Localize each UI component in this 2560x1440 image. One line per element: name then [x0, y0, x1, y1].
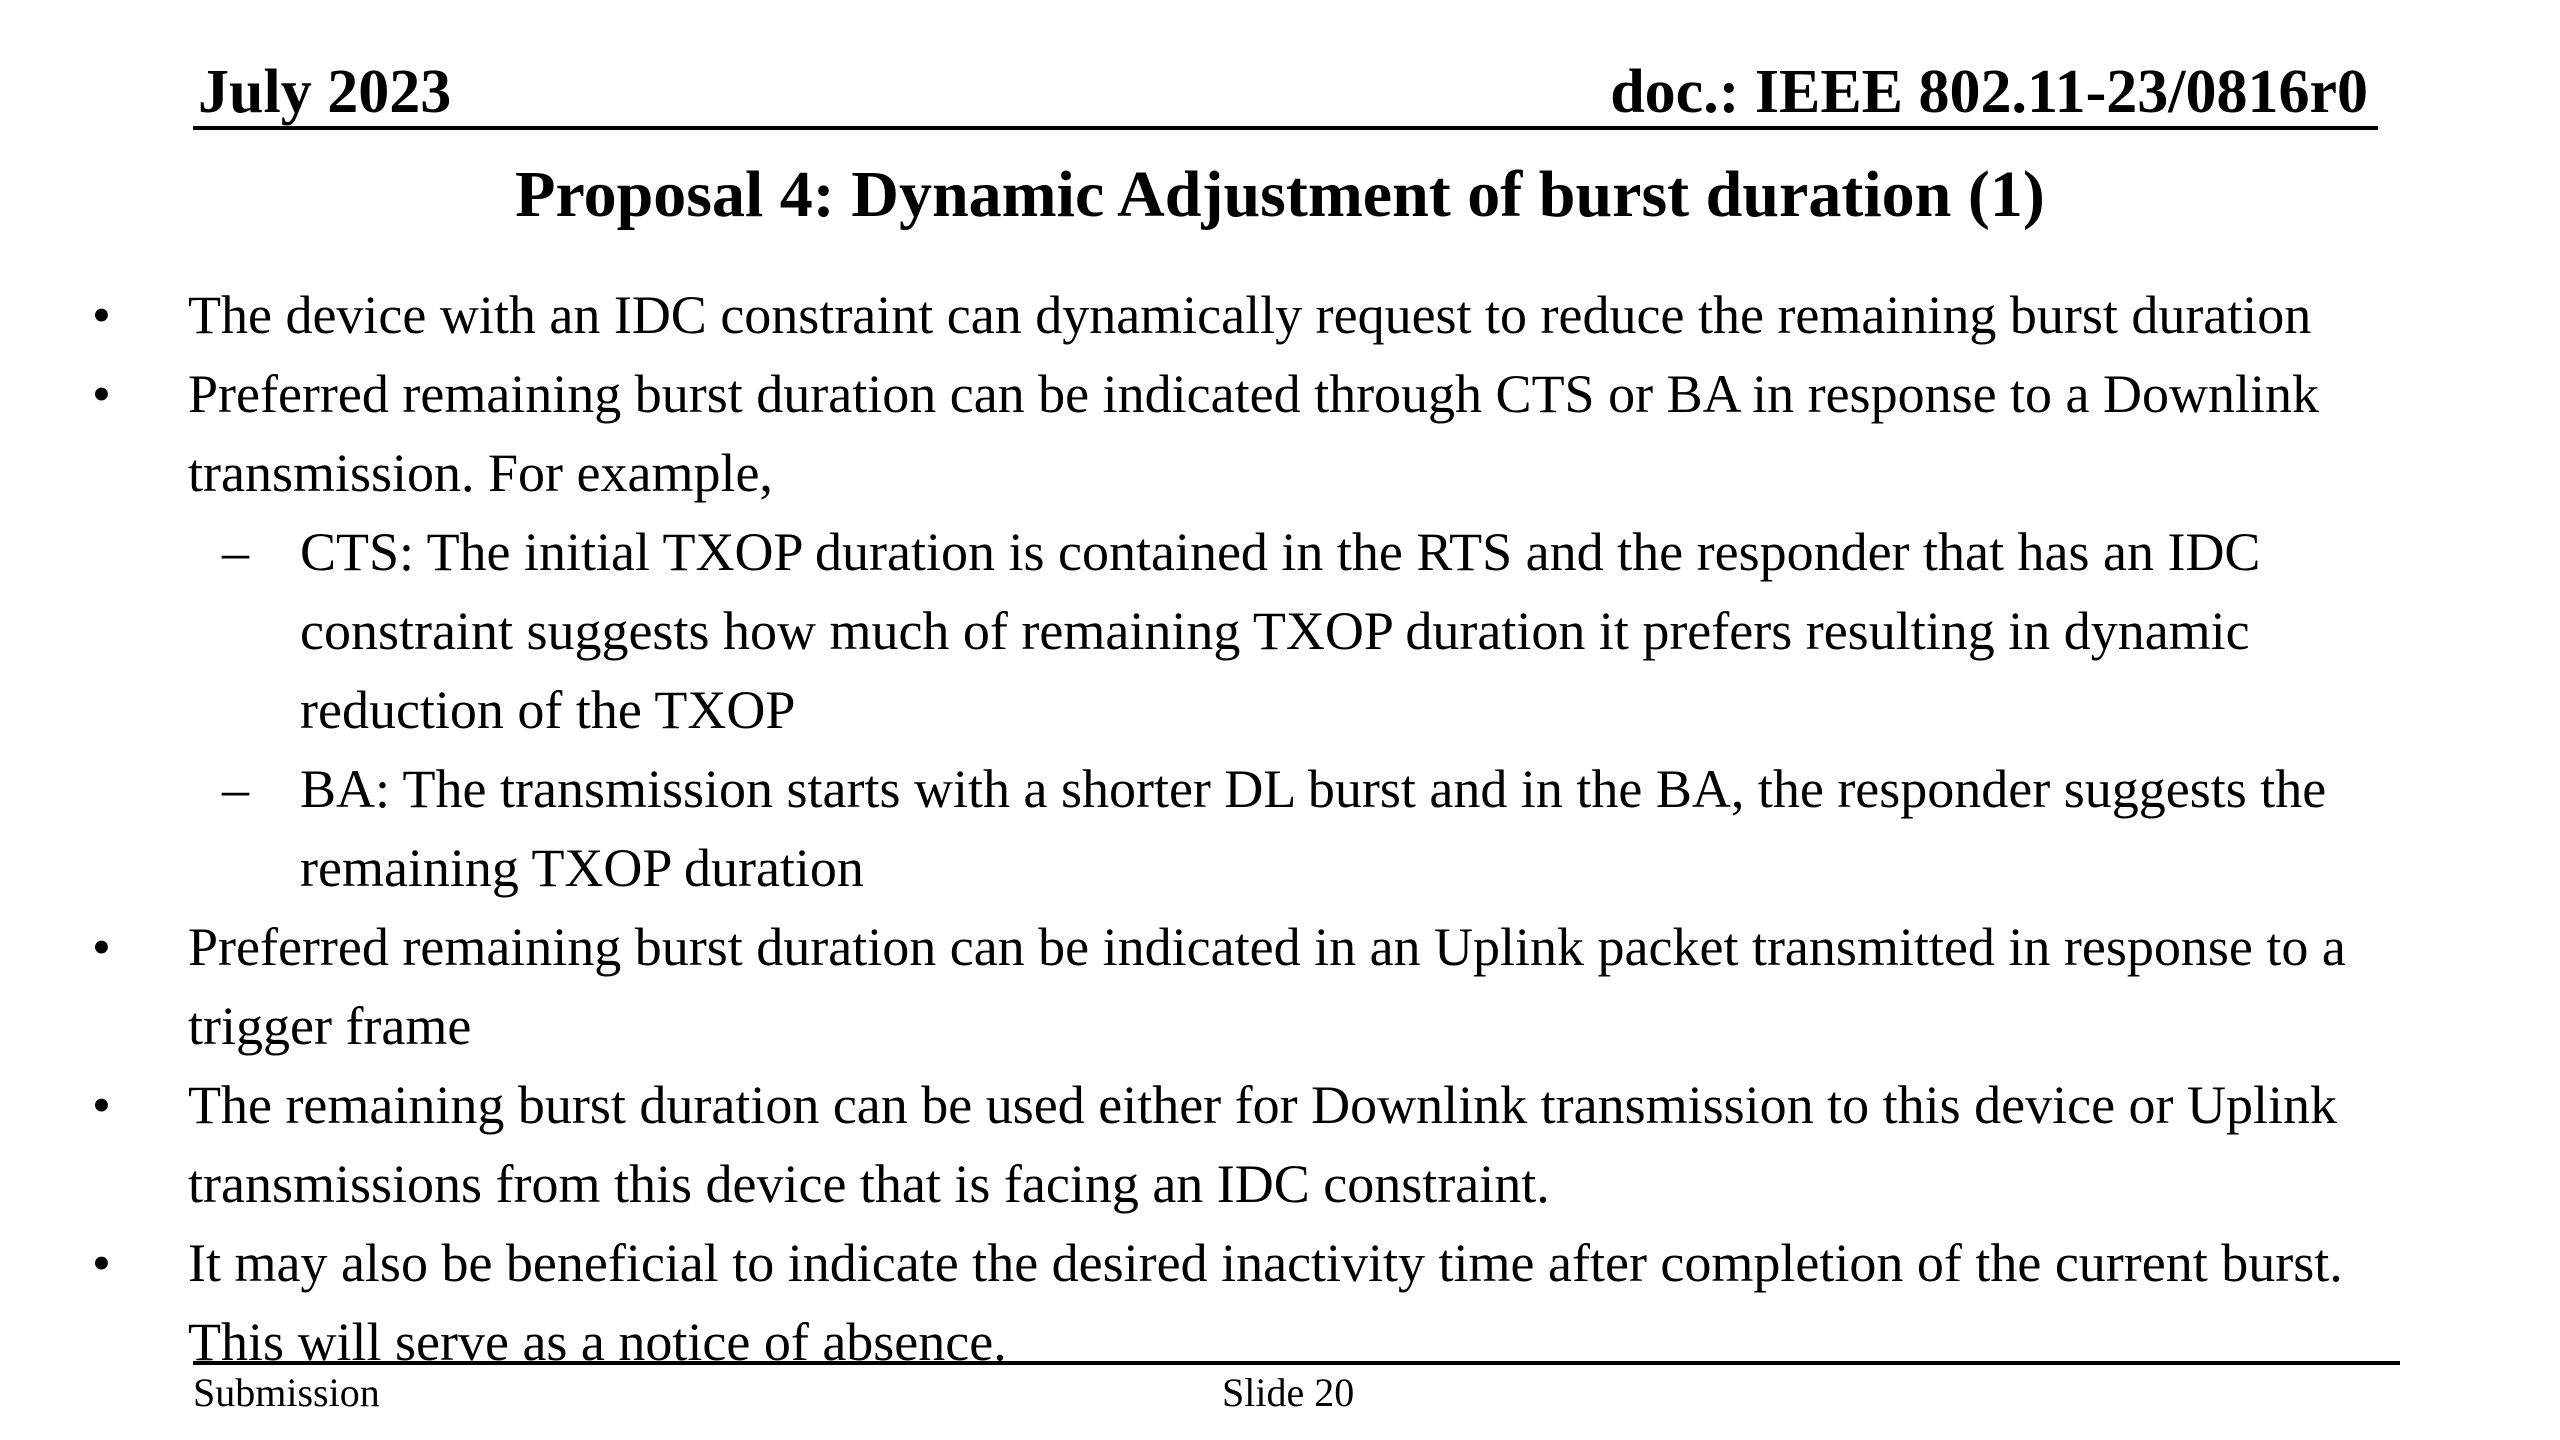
bullet-line: constraint suggests how much of remaining TXOP duration it prefers resulting in dynamic: [300, 601, 2250, 661]
header-doc-id: doc.: IEEE 802.11-23/0816r0: [1610, 58, 2368, 126]
bullet-marker: •: [92, 285, 111, 345]
footer-submission: Submission: [193, 1370, 380, 1415]
header-date: July 2023: [198, 58, 452, 126]
sub-bullet-item: [0, 750, 2560, 908]
bullet-marker: •: [92, 917, 111, 977]
footer-slide-number: Slide 20: [1222, 1370, 1355, 1415]
bullet-line: trigger frame: [188, 996, 472, 1056]
bullet-line: CTS: The initial TXOP duration is contained in the RTS and the responder that has an IDC: [300, 522, 2261, 582]
slide-title: Proposal 4: Dynamic Adjustment of burst duration (1): [515, 158, 2045, 231]
header-rule: [193, 126, 2378, 130]
bullet-item: [0, 1066, 2560, 1224]
bullet-list: [0, 276, 2560, 1382]
bullet-line: The device with an IDC constraint can dynamically request to reduce the remaining burst duration: [188, 285, 2312, 345]
bullet-line: Preferred remaining burst duration can be indicated through CTS or BA in response to a Downlink: [188, 364, 2320, 424]
bullet-line: The remaining burst duration can be used either for Downlink transmission to this device or Uplink: [188, 1075, 2338, 1135]
bullet-line: remaining TXOP duration: [300, 838, 864, 898]
footer-rule: [193, 1361, 2400, 1365]
bullet-item: [0, 908, 2560, 1066]
bullet-item: [0, 276, 2560, 355]
bullet-line: transmissions from this device that is facing an IDC constraint.: [188, 1154, 1550, 1214]
bullet-line: transmission. For example,: [188, 443, 773, 503]
bullet-line: This will serve as a notice of absence.: [188, 1312, 1007, 1372]
bullet-marker: •: [92, 1233, 111, 1293]
bullet-line: BA: The transmission starts with a shorter DL burst and in the BA, the responder suggests the: [300, 759, 2327, 819]
sub-bullet-item: [0, 513, 2560, 750]
bullet-marker: •: [92, 1075, 111, 1135]
bullet-item: [0, 355, 2560, 513]
sub-bullet-marker: –: [222, 759, 249, 819]
bullet-item: [0, 1224, 2560, 1382]
bullet-marker: •: [92, 364, 111, 424]
sub-bullet-marker: –: [222, 522, 249, 582]
bullet-line: It may also be beneficial to indicate the desired inactivity time after completion of the current burst.: [188, 1233, 2343, 1293]
bullet-line: reduction of the TXOP: [300, 680, 796, 740]
bullet-line: Preferred remaining burst duration can be indicated in an Uplink packet transmitted in response to a: [188, 917, 2346, 977]
